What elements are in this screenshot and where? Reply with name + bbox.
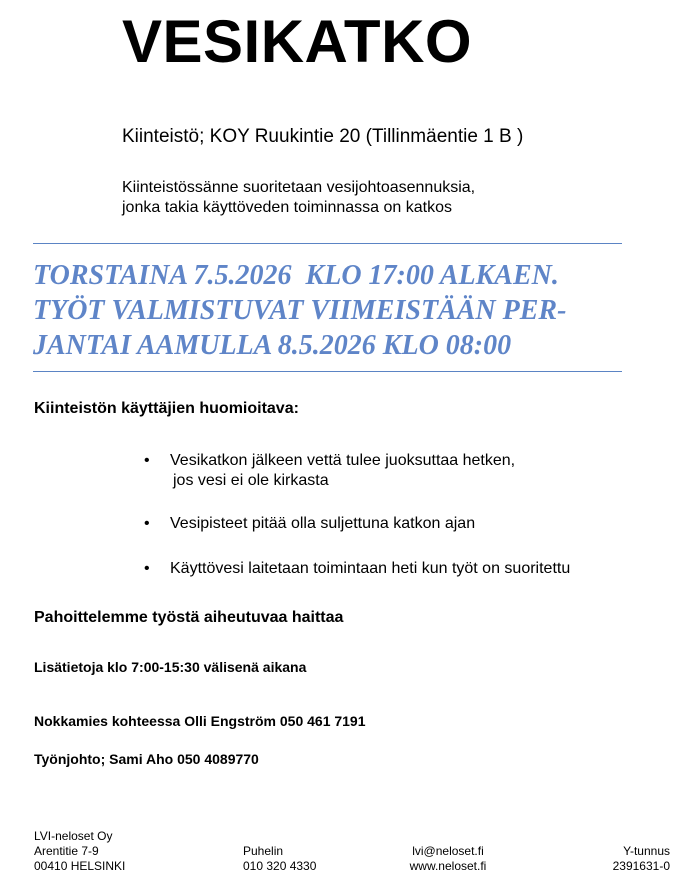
announcement-line-1: TORSTAINA 7.5.2026 KLO 17:00 ALKAEN.	[33, 260, 559, 291]
footer-address	[34, 829, 125, 874]
intro-line-2: jonka takia käyttöveden toiminnassa on katkos	[122, 199, 452, 216]
intro-line-1: Kiinteistössänne suoritetaan vesijohtoasennuksia,	[122, 179, 476, 196]
footer-phone-number: 010 320 4330	[243, 859, 317, 873]
bullet-icon: •	[144, 452, 150, 469]
page-title: VESIKATKO	[122, 8, 473, 75]
notice-heading: Kiinteistön käyttäjien huomioitava:	[34, 400, 299, 417]
contact-onsite: Nokkamies kohteessa Olli Engström 050 461 7191	[34, 713, 366, 729]
footer-business-id-value: 2391631-0	[612, 859, 670, 873]
footer-website: www.neloset.fi	[409, 859, 487, 873]
announcement-line-3: JANTAI AAMULLA 8.5.2026 KLO 08:00	[33, 330, 512, 361]
list-item-text: Käyttövesi laitetaan toimintaan heti kun työt on suoritettu	[170, 560, 571, 577]
footer-contact	[403, 844, 493, 874]
bullet-icon: •	[144, 515, 150, 532]
footer-city: 00410 HELSINKI	[34, 859, 126, 873]
top-divider	[33, 243, 622, 244]
announcement-line-2: TYÖT VALMISTUVAT VIIMEISTÄÄN PER-	[33, 295, 567, 326]
footer-business-id	[590, 844, 670, 874]
footer-email: lvi@neloset.fi	[412, 844, 484, 858]
announcement	[33, 258, 633, 363]
info-hours: Lisätietoja klo 7:00-15:30 välisenä aikana	[34, 659, 307, 675]
contact-supervisor: Työnjohto; Sami Aho 050 4089770	[34, 751, 259, 767]
list-item-text: Vesikatkon jälkeen vettä tulee juoksuttaa hetken,	[170, 452, 516, 469]
list-item-text-continued: jos vesi ei ole kirkasta	[173, 472, 329, 489]
footer-business-id-label: Y-tunnus	[623, 844, 670, 858]
footer-phone-label: Puhelin	[243, 844, 284, 858]
footer-phone	[243, 844, 316, 874]
bottom-divider	[33, 371, 622, 372]
list-item-text: Vesipisteet pitää olla suljettuna katkon ajan	[170, 515, 476, 532]
intro-text	[122, 178, 475, 218]
property-address: Kiinteistö; KOY Ruukintie 20 (Tillinmäentie 1 B )	[122, 126, 524, 147]
footer-company: LVI-neloset Oy	[34, 829, 113, 843]
apology-text: Pahoittelemme työstä aiheutuvaa haittaa	[34, 609, 344, 626]
bullet-icon: •	[144, 560, 150, 577]
footer-street: Arentitie 7-9	[34, 844, 99, 858]
